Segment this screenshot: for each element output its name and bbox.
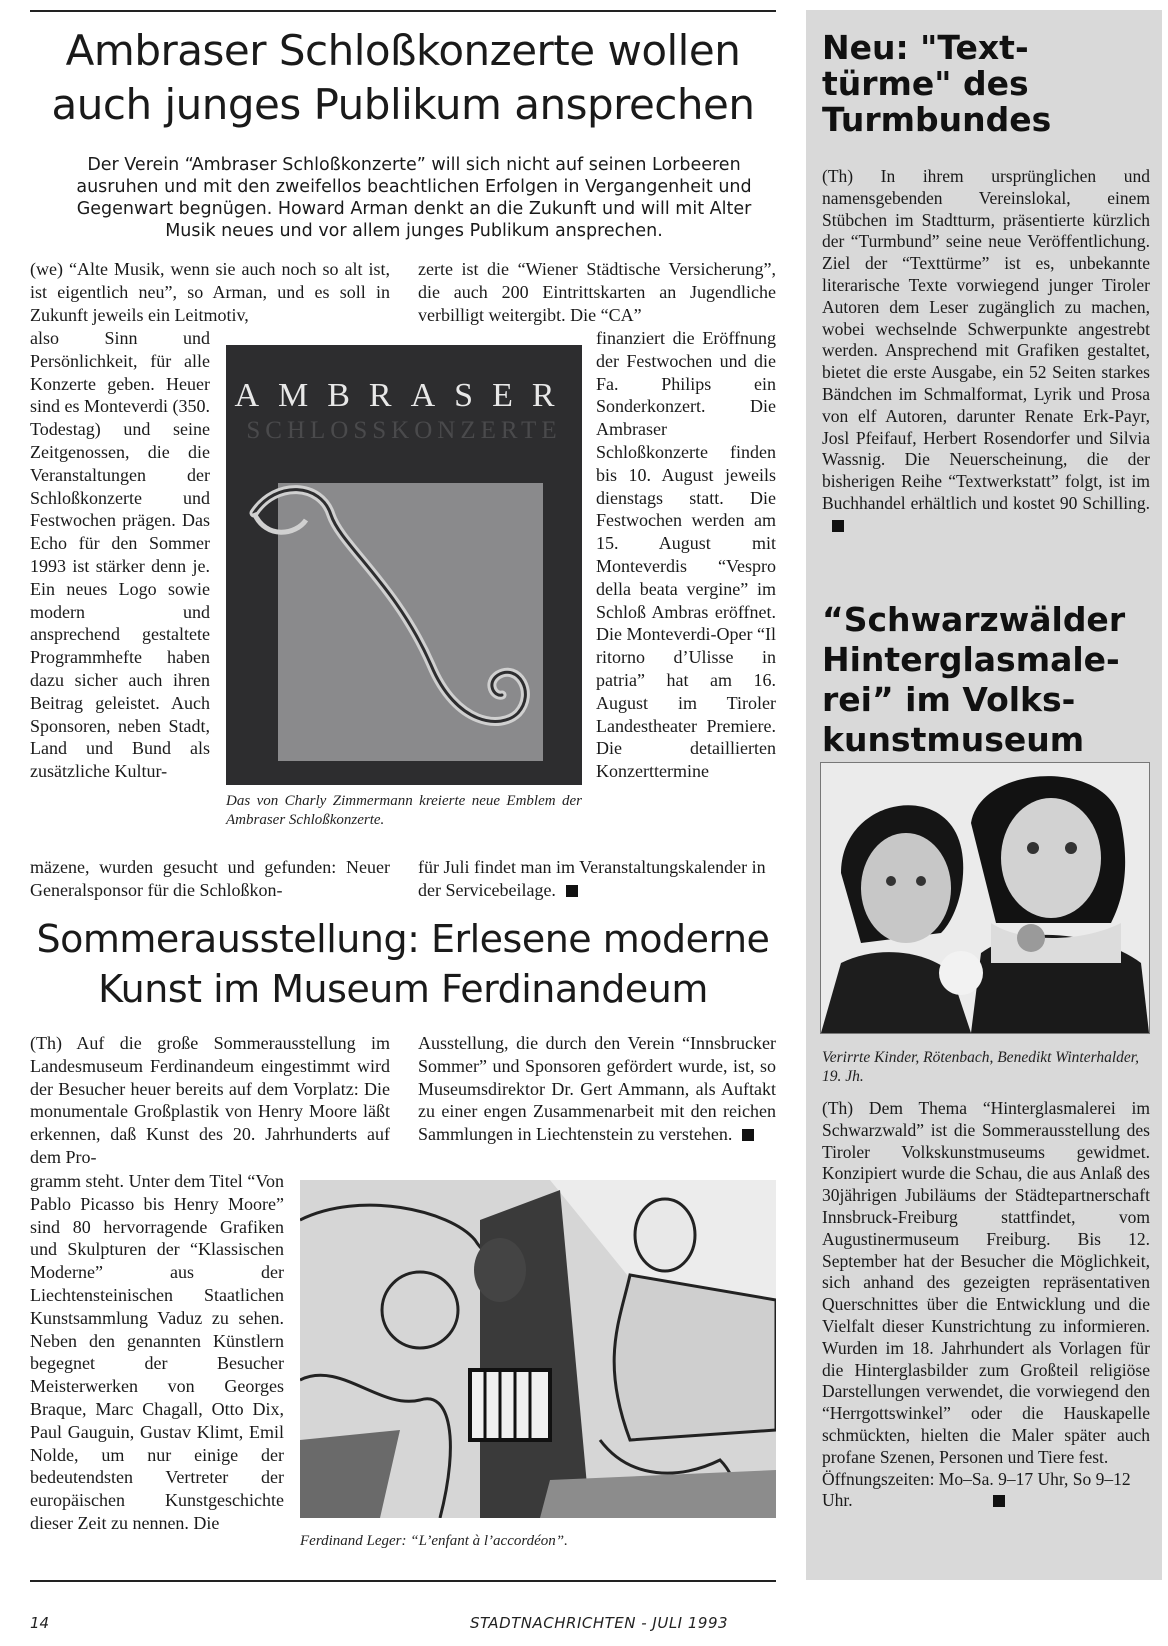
leger-painting-caption: Ferdinand Leger: “L’enfant à l’accordéon”.: [300, 1533, 568, 1549]
article1-title-line1: Ambraser Schloßkonzerte wollen: [65, 26, 741, 75]
sidebar-head1-line1: Neu: "Text-: [822, 28, 1029, 67]
sidebar-article2-hours: [822, 1469, 1150, 1513]
sidebar-head2-line4: kunstmuseum: [822, 720, 1085, 759]
article1-col2-top: zerte ist die “Wiener Städtische Versicherung”, die auch 200 Eintrittskarten an Jugendliche verbilligt weitergibt. Die “CA”: [418, 259, 776, 325]
article1-lead: Der Verein “Ambraser Schloßkonzerte” will sich nicht auf seinen Lorbeeren ausruhen und mit den zweifellos beachtlichen Erfolgen in Vergangenheit und Gegenwart begnügen. Howard Arman denkt an die Zukunft und will mit Alter Musik neues und vor allem junges Publikum ansprechen.: [76, 155, 752, 241]
sidebar-head1-line3: Turmbundes: [822, 100, 1052, 139]
sidebar-panel: [806, 10, 1162, 1580]
verirrte-kinder-graphic: [821, 763, 1149, 1033]
sidebar-article1-text: (Th) In ihrem ursprünglichen und namensgebenden Vereinslokal, einem Stübchen im Stadtturm, präsentierte kürzlich der “Turmbund” seine neue Veröffentlichung. Ziel der “Texttürme” ist es, unbekannte literarische Texte vorwiegend junger Tiroler Autoren dem Leser zugänglich zu machen, wobei wechselnde Schwerpunkte angestrebt werden. Ansprechend mit Grafiken gestaltet, bietet die erste Ausgabe, ein 52 Seiten starkes Bändchen im Schmalformat, Lyrik und Prosa von elf Autoren, darunter Renate Erk-Payr, Josl Pfeifauf, Herbert Rosendorfer und Silvia Wassnig. Die Neuerscheinung, die der bisherigen Reihe “Textwerkstatt” folgt, ist im Buchhandel erhältlich und kostet 90 Schilling.: [822, 166, 1150, 513]
ambraser-emblem-image: [226, 345, 582, 785]
verirrte-kinder-image: [820, 762, 1150, 1034]
article2-col1-top: (Th) Auf die große Sommerausstellung im Landesmuseum Ferdinandeum eingestimmt wird der Besucher heuer bereits auf dem Vorplatz: Die monumentale Großplastik von Henry Moore läßt erkennen, daß Kunst des 20. Jahrhunderts auf dem Pro-: [30, 1033, 390, 1167]
sidebar-head2-line3: rei” im Volks-: [822, 680, 1076, 719]
end-mark: [742, 1129, 754, 1141]
end-mark: [993, 1495, 1005, 1507]
sidebar-head2-line1: “Schwarzwälder: [822, 600, 1126, 639]
article1-col2-bottom: [418, 856, 776, 902]
article2-col2: [418, 1032, 776, 1146]
ambraser-emblem-caption: Das von Charly Zimmermann kreierte neue Emblem der Ambraser Schloßkonzerte.: [226, 793, 582, 828]
article2-title-line1: Sommerausstellung: Erlesene moderne: [36, 917, 770, 961]
sidebar-article1-body: [822, 166, 1150, 537]
article1-col2-bottom-text: für Juli findet man im Veranstaltungskalender in der Servicebeilage.: [418, 857, 766, 900]
article2-title-line2: Kunst im Museum Ferdinandeum: [98, 967, 708, 1011]
verirrte-kinder-caption: Verirrte Kinder, Rötenbach, Benedikt Winterhalder, 19. Jh.: [822, 1049, 1139, 1085]
emblem-logo-word: AMBRASER: [234, 377, 574, 414]
opening-hours-text: Öffnungszeiten: Mo–Sa. 9–17 Uhr, So 9–12 Uhr.: [822, 1468, 1131, 1511]
bottom-rule: [30, 1580, 776, 1582]
sidebar-article2-text: (Th) Dem Thema “Hinterglasmalerei im Schwarzwald” ist die Sommerausstellung des Tiroler Volkskunstmuseums gewidmet. Konzipiert wurde die Schau, die aus Anlaß des 30jährigen Jubiläums der Städtepartnerschaft Innsbruck-Freiburg stattfindet, vom Augustinermuseum Freiburg. Bis 12. September hat der Besucher die Möglichkeit, sich anhand des gezeigten repräsentativen Querschnittes über die Entwicklung und die Vielfalt dieser Kunstrichtung zu informieren. Wurden im 18. Jahrhundert als Vorlagen für die Hinterglasbilder zum Großteil religiöse Darstellungen verwendet, die vorwiegend den “Herrgottswinkel” oder die Hauskapelle schmückten, hielten die Maler später auch profane Szenen, Personen und Tiere fest.: [822, 1098, 1150, 1467]
article1-col1-bottom: mäzene, wurden gesucht und gefunden: Neuer Generalsponsor für die Schloßkon-: [30, 857, 390, 900]
article1-col1-top: (we) “Alte Musik, wenn sie auch noch so alt ist, ist eigentlich neu”, so Arman, und es soll in Zukunft jeweils ein Leitmotiv,: [30, 259, 390, 325]
publication-footer: STADTNACHRICHTEN - JULI 1993: [470, 1614, 729, 1632]
end-mark: [566, 885, 578, 897]
sidebar-headline-1: [822, 30, 1152, 138]
article1-title-line2: auch junges Publikum ansprechen: [51, 80, 755, 129]
sidebar-headline-2: [822, 600, 1162, 760]
article1-col2-narrow: finanziert die Eröffnung der Festwochen und die Fa. Philips ein Sonderkonzert. Die Ambraser Schloßkonzerte finden bis 10. August jeweils dienstags statt. Die Festwochen werden am 15. August mit Monteverdis “Vespro della beata vergine” im Schloß Ambras eröffnet. Die Monteverdi-Oper “Il ritorno d’Ulisse in patria” hat am 16. August im Tiroler Landestheater Premiere. Die detaillierten Konzerttermine: [596, 328, 776, 782]
sidebar-head2-line2: Hinterglasmale-: [822, 640, 1120, 679]
emblem-logo-sub: SCHLOSSKONZERTE: [246, 417, 562, 444]
leger-painting-image: [300, 1180, 776, 1518]
sidebar-article2-body: [822, 1098, 1150, 1512]
article2-col1-narrow: gramm steht. Unter dem Titel “Von Pablo Picasso bis Henry Moore” sind 80 hervorragende Grafiken und Skulpturen der “Klassischen Moderne” aus der Liechtensteinischen Staatlichen Kunstsammlung Vaduz zu sehen. Neben den genannten Künstlern begegnet der Besucher Meisterwerken von Georges Braque, Marc Chagall, Otto Dix, Paul Gauguin, Gustav Klimt, Emil Nolde, um nur einige der bedeutendsten Vertreter der europäischen Kunstgeschichte dieser Zeit zu nennen. Die: [30, 1171, 284, 1533]
article1-headline: [30, 24, 776, 132]
sidebar-head1-line2: türme" des: [822, 64, 1029, 103]
article2-headline: [30, 914, 776, 1014]
leger-painting-graphic: [300, 1180, 776, 1518]
top-rule: [30, 10, 776, 12]
article1-col1-narrow: also Sinn und Persönlichkeit, für alle Konzerte geben. Heuer sind es Monteverdi (350. Todestag) und seine Zeitgenossen, die die Veranstaltungen der Schloßkonzerte und Festwochen prägen. Das Echo für den Sommer 1993 ist stärker denn je. Ein neues Logo sowie modern und ansprechend gestaltete Programmhefte haben dazu sicher auch ihren Beitrag geleistet. Auch Sponsoren, neben Stadt, Land und Bund als zusätzliche Kultur-: [30, 328, 210, 782]
page-number: 14: [30, 1614, 50, 1632]
end-mark: [832, 520, 844, 532]
emblem-scroll-graphic: [226, 345, 582, 785]
article2-col2-text: Ausstellung, die durch den Verein “Innsbrucker Sommer” und Sponsoren gefördert wurde, ist, so Museumsdirektor Dr. Gert Ammann, als Auftakt zu einer engen Zusammenarbeit mit den reichen Sammlungen in Liechtenstein zu verstehen.: [418, 1033, 776, 1145]
